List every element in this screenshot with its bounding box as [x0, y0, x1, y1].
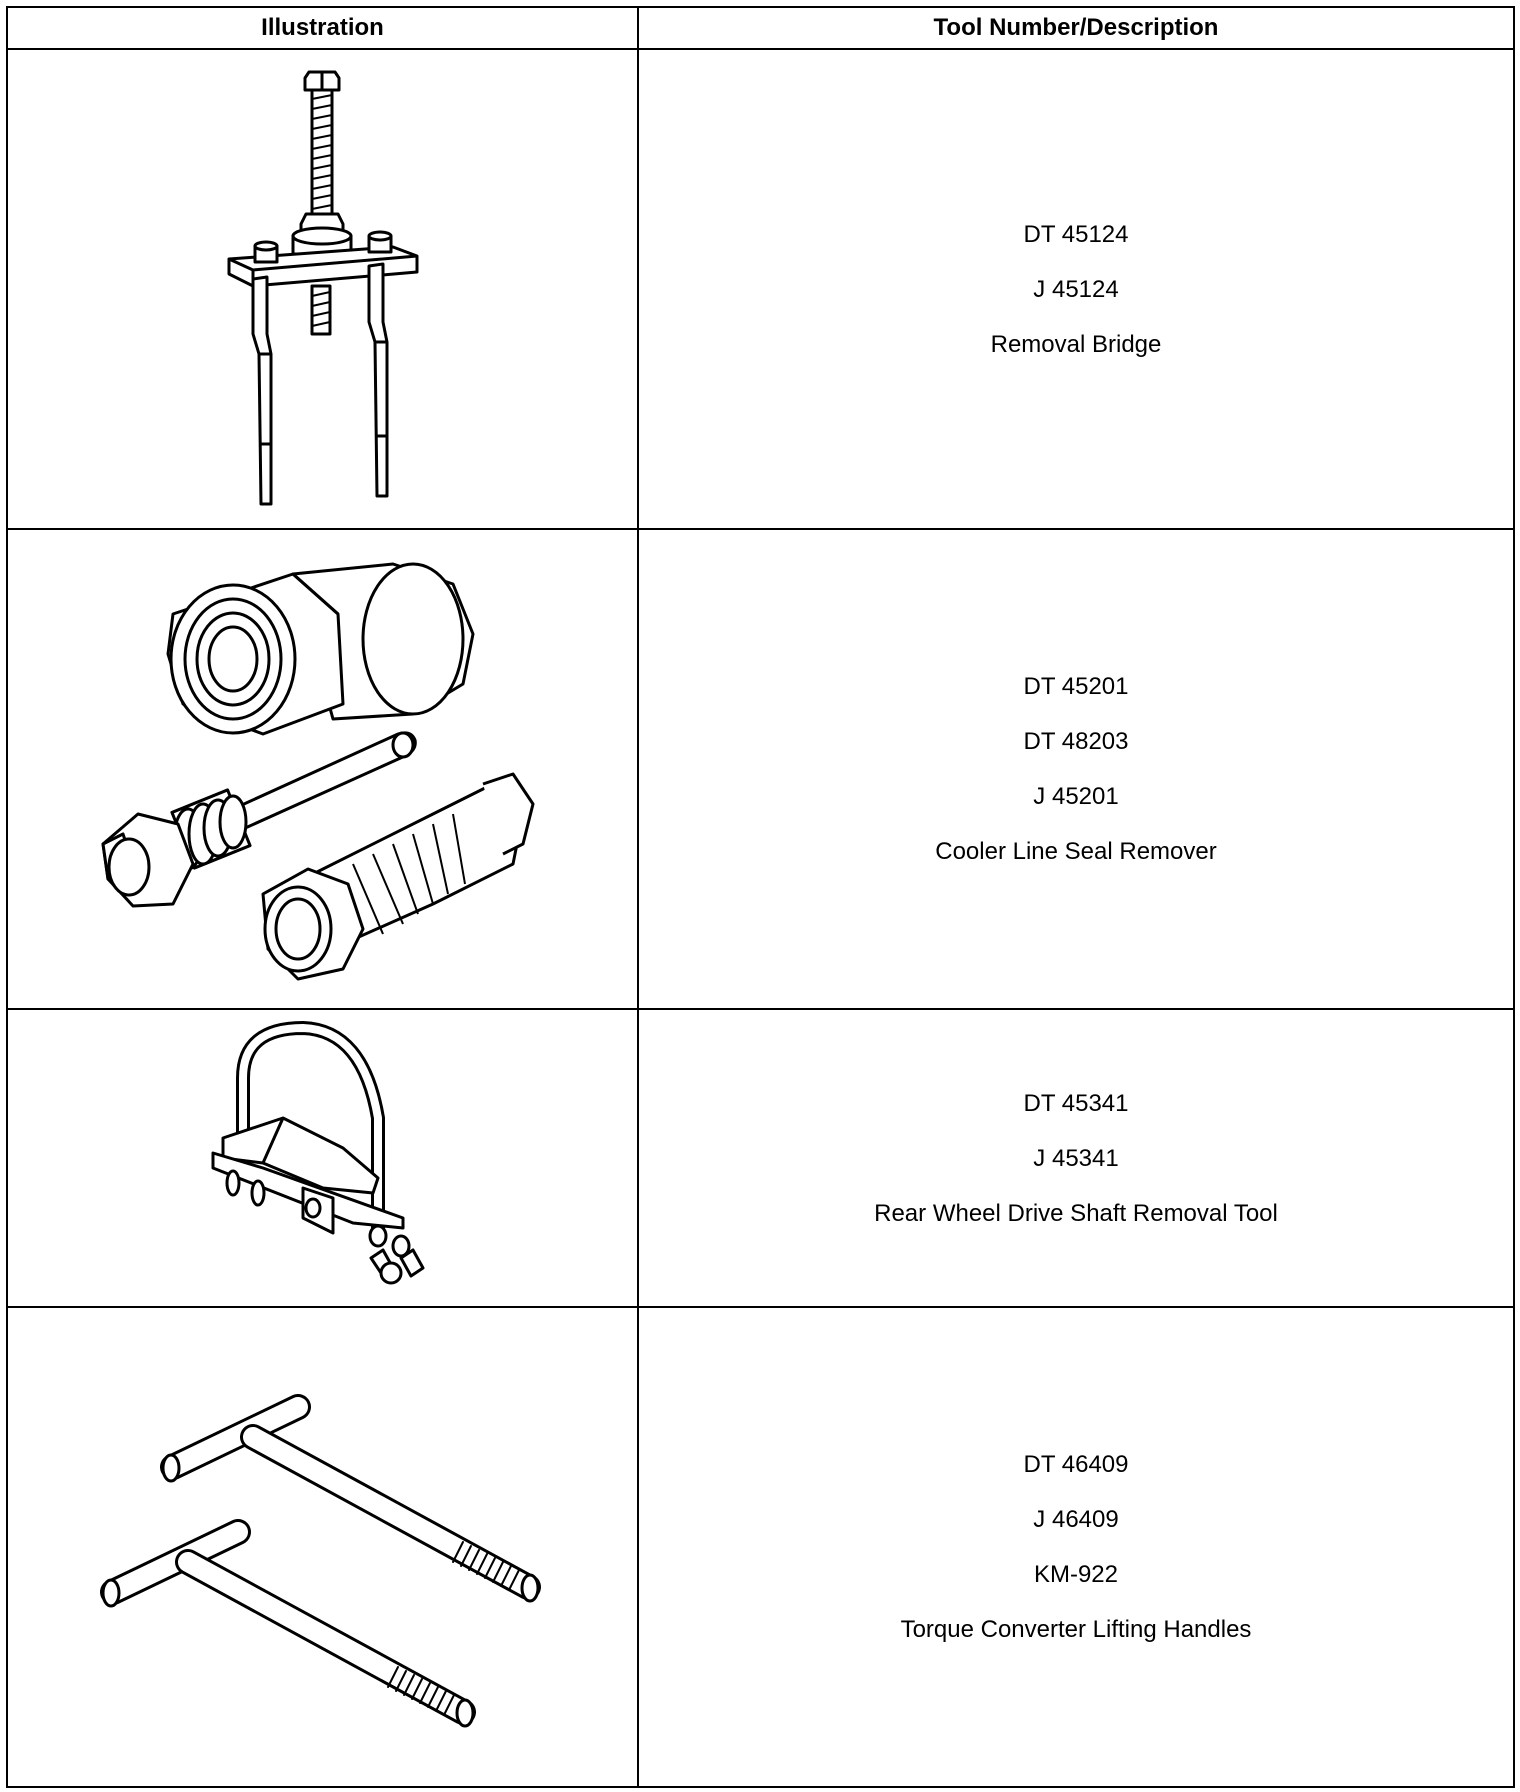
tool-number: J 45201 — [1033, 783, 1119, 810]
description-cell — [638, 1307, 1514, 1787]
tool-description: Rear Wheel Drive Shaft Removal Tool — [874, 1199, 1278, 1227]
illustration-cell — [7, 1307, 638, 1787]
removal-bridge-icon — [193, 64, 453, 514]
tool-description: Torque Converter Lifting Handles — [900, 1616, 1252, 1643]
tool-number: DT 48203 — [1023, 728, 1129, 755]
tool-number: DT 45341 — [1023, 1089, 1129, 1117]
cooler-line-seal-remover-icon — [93, 544, 553, 994]
tool-number: DT 46409 — [1023, 1451, 1129, 1478]
special-tools-table — [6, 6, 1515, 1788]
tool-description: Removal Bridge — [990, 330, 1162, 358]
tool-number: KM-922 — [1033, 1561, 1119, 1588]
tool-number: J 46409 — [1033, 1506, 1119, 1533]
table-row — [7, 1307, 1514, 1787]
illustration-cell — [7, 529, 638, 1009]
tool-number: DT 45201 — [1023, 673, 1129, 700]
illustration-cell — [7, 1009, 638, 1307]
header-description: Tool Number/Description — [638, 7, 1514, 49]
tool-description: Cooler Line Seal Remover — [935, 838, 1217, 865]
table-row — [7, 529, 1514, 1009]
tool-number: DT 45124 — [1023, 220, 1129, 248]
header-row — [7, 7, 1514, 49]
drive-shaft-removal-tool-icon — [203, 1018, 443, 1298]
illustration-cell — [7, 49, 638, 529]
table-row — [7, 49, 1514, 529]
header-illustration: Illustration — [7, 7, 638, 49]
tool-number: J 45341 — [1033, 1144, 1119, 1172]
description-cell — [638, 1009, 1514, 1307]
description-cell — [638, 529, 1514, 1009]
tool-number: J 45124 — [1033, 275, 1119, 303]
table-row — [7, 1009, 1514, 1307]
lifting-handles-icon — [93, 1347, 553, 1747]
description-cell — [638, 49, 1514, 529]
